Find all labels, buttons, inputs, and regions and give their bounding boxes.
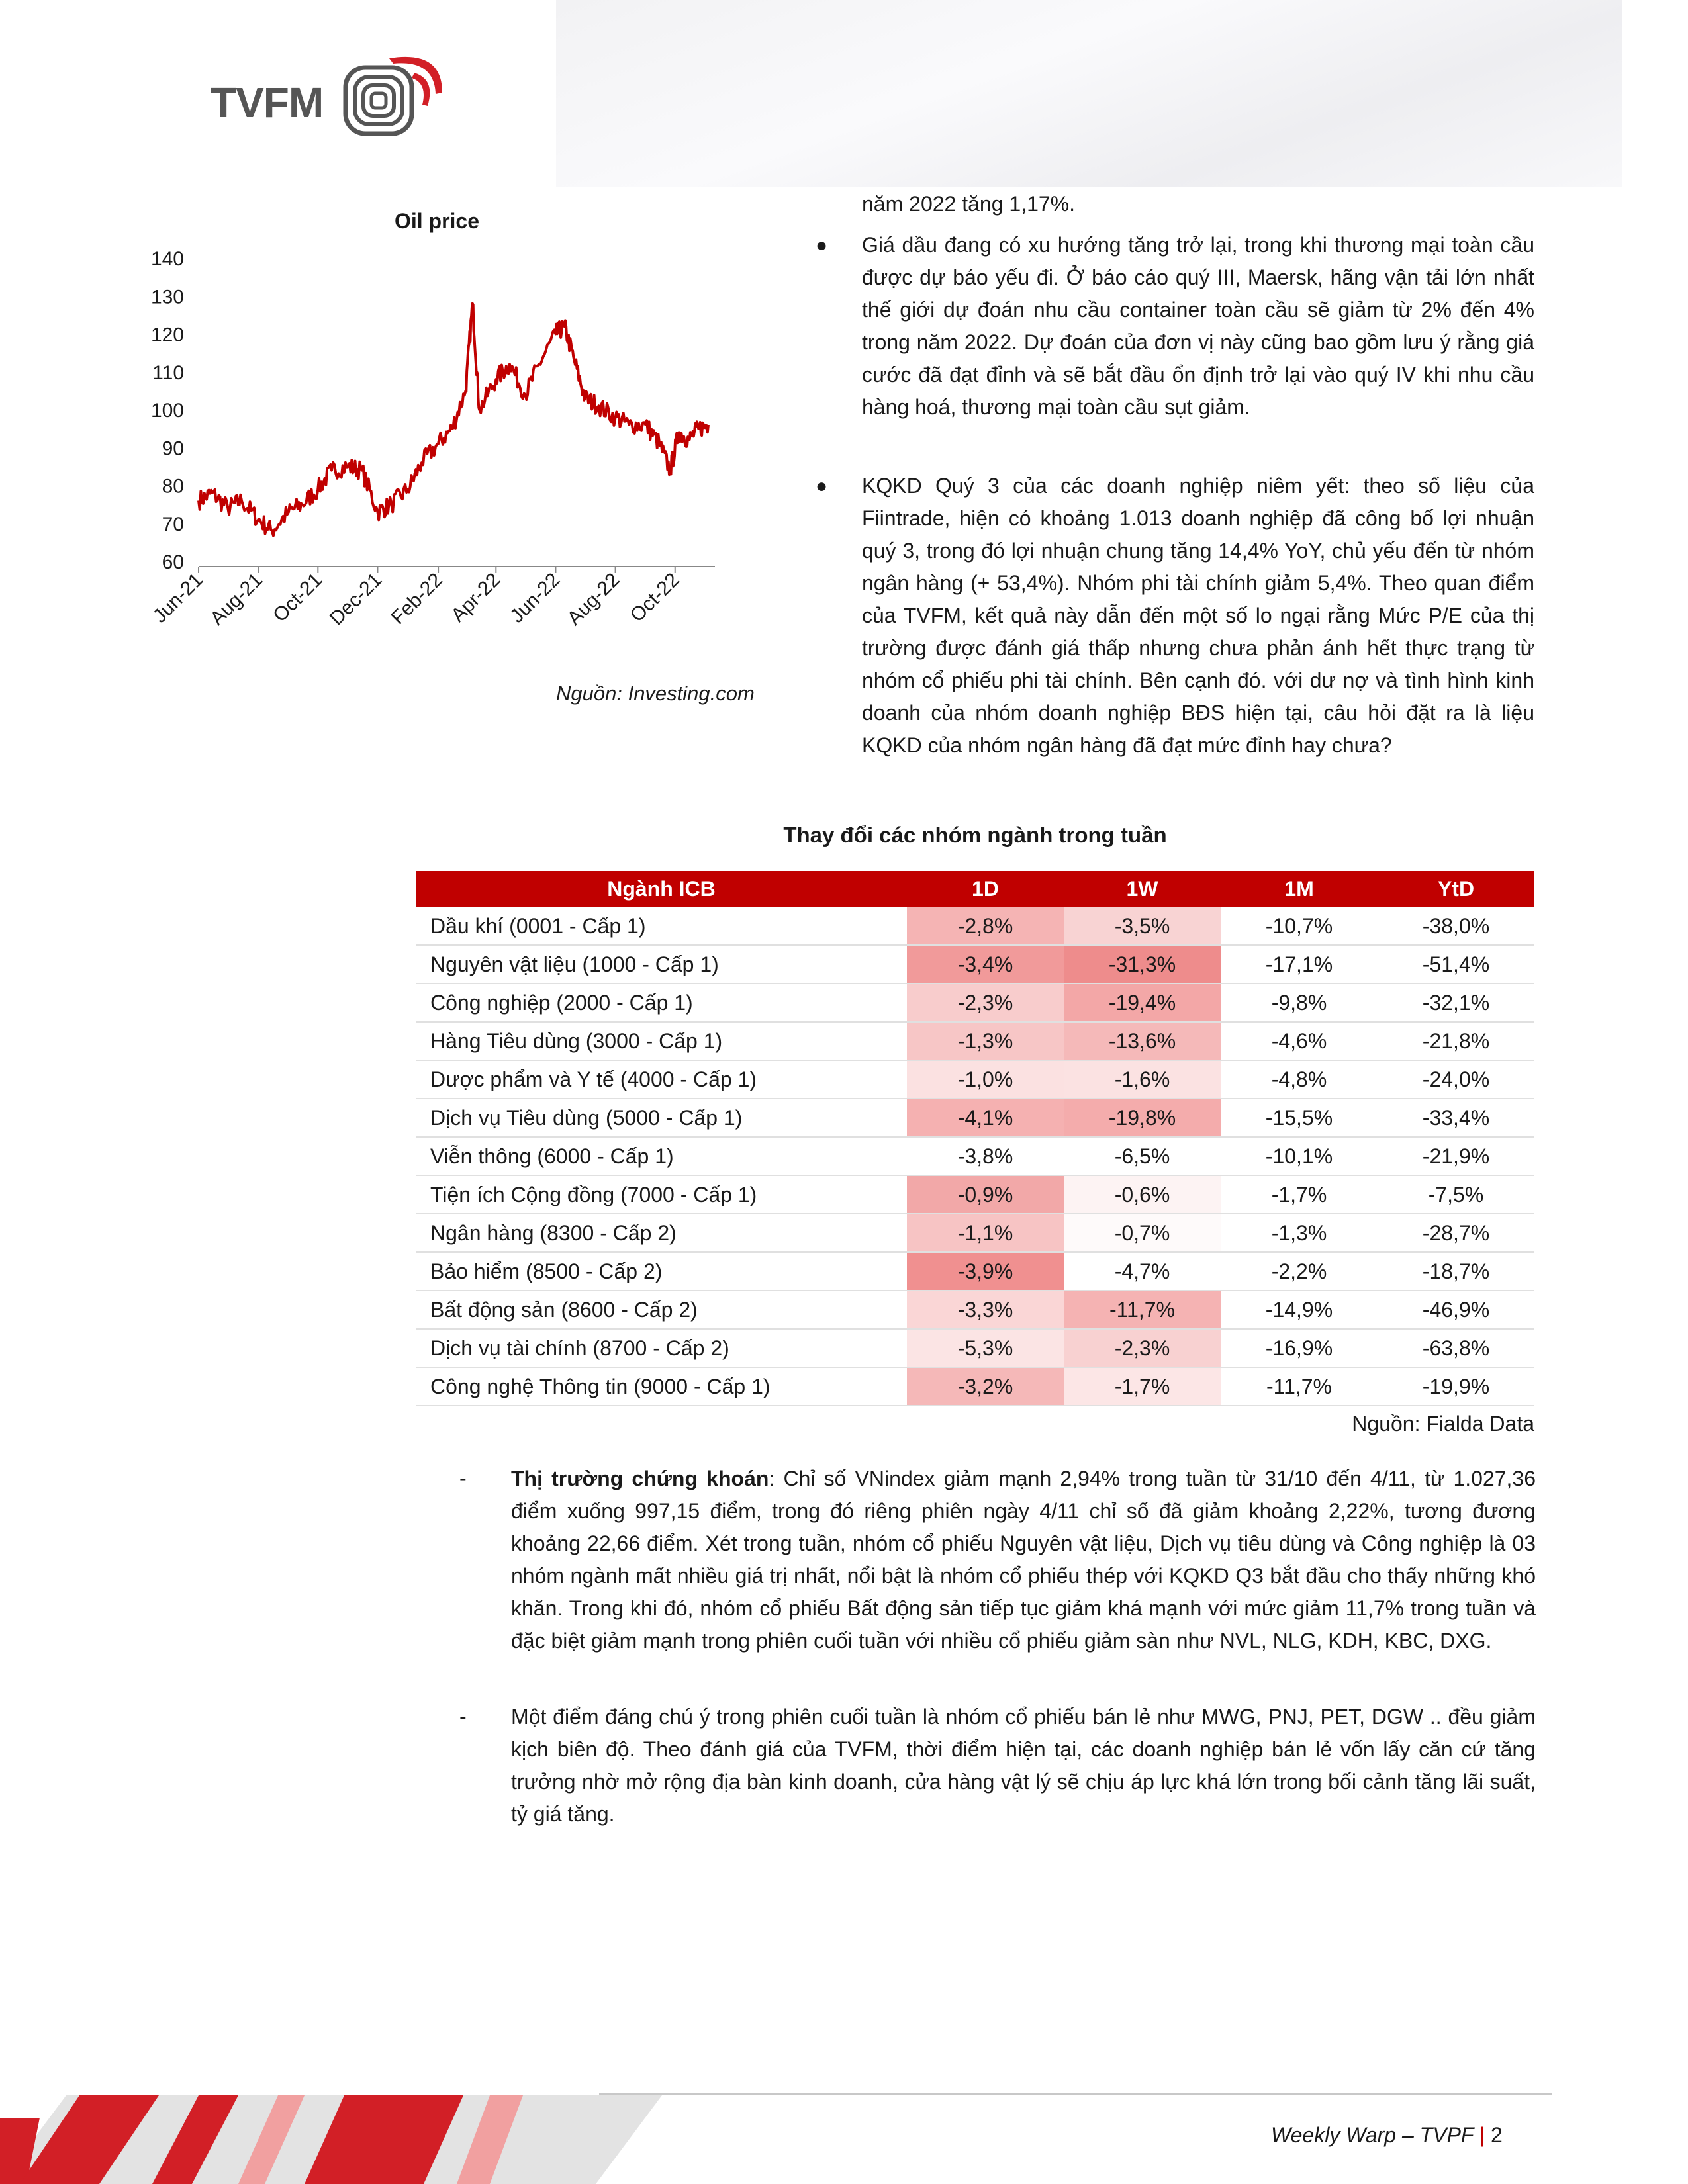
footer-decoration	[0, 2091, 662, 2184]
footer-label	[1271, 2123, 1503, 2148]
sector-name-cell: Dược phẩm và Y tế (4000 - Cấp 1)	[416, 1060, 907, 1099]
value-ytd-cell: -46,9%	[1378, 1291, 1534, 1329]
sector-name-cell: Bảo hiểm (8500 - Cấp 2)	[416, 1252, 907, 1291]
x-tick-label: Jun-22	[506, 569, 565, 627]
oil-price-chart	[126, 245, 735, 642]
dash-item-retail	[461, 1701, 1536, 1831]
value-ytd-cell: -21,8%	[1378, 1022, 1534, 1060]
sector-name-cell: Nguyên vật liệu (1000 - Cấp 1)	[416, 945, 907, 983]
col-header-ytd: YtD	[1378, 871, 1534, 907]
value-1w-cell: -13,6%	[1064, 1022, 1221, 1060]
intro-continuation: năm 2022 tăng 1,17%.	[862, 192, 1076, 216]
bullet-oil-trade	[816, 229, 1534, 424]
value-ytd-cell: -38,0%	[1378, 907, 1534, 945]
y-tick-label: 60	[162, 551, 184, 573]
table-header-row	[416, 871, 1534, 907]
x-tick-label: Dec-21	[325, 569, 387, 630]
value-1d-cell: -3,2%	[907, 1367, 1064, 1406]
value-ytd-cell: -51,4%	[1378, 945, 1534, 983]
bullet-dot: ●	[816, 475, 828, 497]
item-bold-lead: Thị trường chứng khoán	[511, 1467, 769, 1490]
x-tick-label: Apr-22	[447, 569, 505, 627]
y-tick-label: 140	[150, 248, 184, 270]
value-ytd-cell: -7,5%	[1378, 1175, 1534, 1214]
table-row	[416, 1022, 1534, 1060]
value-ytd-cell: -19,9%	[1378, 1367, 1534, 1406]
logo-mark	[343, 53, 447, 139]
table-row	[416, 1367, 1534, 1406]
sector-name-cell: Ngân hàng (8300 - Cấp 2)	[416, 1214, 907, 1252]
sector-name-cell: Bất động sản (8600 - Cấp 2)	[416, 1291, 907, 1329]
value-1w-cell: -0,6%	[1064, 1175, 1221, 1214]
y-tick-label: 90	[162, 437, 184, 460]
x-tick-label: Aug-22	[563, 569, 624, 630]
value-1m-cell: -10,1%	[1221, 1137, 1378, 1175]
table-row	[416, 1214, 1534, 1252]
y-tick-label: 100	[150, 400, 184, 422]
table-row	[416, 907, 1534, 945]
value-1d-cell: -3,4%	[907, 945, 1064, 983]
y-tick-label: 120	[150, 324, 184, 346]
value-1w-cell: -3,5%	[1064, 907, 1221, 945]
value-1d-cell: -3,9%	[907, 1252, 1064, 1291]
footer-rule	[599, 2093, 1552, 2095]
value-ytd-cell: -32,1%	[1378, 983, 1534, 1022]
value-1d-cell: -5,3%	[907, 1329, 1064, 1367]
value-1m-cell: -17,1%	[1221, 945, 1378, 983]
sector-name-cell: Tiện ích Cộng đồng (7000 - Cấp 1)	[416, 1175, 907, 1214]
table-body	[416, 907, 1534, 1406]
y-tick-label: 110	[152, 361, 184, 384]
value-1w-cell: -1,6%	[1064, 1060, 1221, 1099]
value-1d-cell: -1,3%	[907, 1022, 1064, 1060]
value-ytd-cell: -21,9%	[1378, 1137, 1534, 1175]
table-row	[416, 945, 1534, 983]
item-text: Một điểm đáng chú ý trong phiên cuối tuần là nhóm cổ phiếu bán lẻ như MWG, PNJ, PET, DGW .. đều giảm kịch biên độ. Theo đánh giá của TVFM, thời điểm hiện tại, các doanh nghiệp bán lẻ vốn lấy căn cứ tăng trưởng nhờ mở rộng địa bàn kinh doanh, cửa hàng vật lý sẽ chịu áp lực khá lớn trong bối cảnh tăng lãi suất, tỷ giá tăng.	[511, 1705, 1536, 1826]
value-ytd-cell: -28,7%	[1378, 1214, 1534, 1252]
value-1m-cell: -4,6%	[1221, 1022, 1378, 1060]
value-1m-cell: -16,9%	[1221, 1329, 1378, 1367]
table-source: Nguồn: Fialda Data	[1352, 1412, 1534, 1435]
table-row	[416, 1252, 1534, 1291]
logo-text: TVFM	[211, 79, 324, 126]
value-1w-cell: -0,7%	[1064, 1214, 1221, 1252]
bullet-text: KQKD Quý 3 của các doanh nghiệp niêm yết: theo số liệu của Fiintrade, hiện có khoảng 1.013 doanh nghiệp đã công bố lợi nhuận quý 3, trong đó lợi nhuận chung tăng 14,4% YoY, chủ yếu đến từ nhóm ngân hàng (+ 53,4%). Nhóm phi tài chính giảm 5,4%. Theo quan điểm của TVFM, kết quả này dẫn đến một số lo ngại rằng Mức P/E của thị trường được đánh giá thấp nhưng chưa phản ánh hết thực trạng từ nhóm cổ phiếu phi tài chính. Bên cạnh đó. với dư nợ và tình hình kinh doanh của nhóm doanh nghiệp BĐS hiện tại, câu hỏi đặt ra là liệu KQKD của nhóm ngân hàng đã đạt mức đỉnh hay chưa?	[862, 474, 1534, 757]
value-1w-cell: -4,7%	[1064, 1252, 1221, 1291]
page-number: 2	[1490, 2123, 1503, 2147]
report-name: Weekly Warp – TVPF	[1271, 2123, 1474, 2147]
sector-name-cell: Công nghiệp (2000 - Cấp 1)	[416, 983, 907, 1022]
sector-change-table	[416, 871, 1534, 1406]
table-row	[416, 983, 1534, 1022]
value-1m-cell: -14,9%	[1221, 1291, 1378, 1329]
value-1w-cell: -2,3%	[1064, 1329, 1221, 1367]
table-title: Thay đổi các nhóm ngành trong tuần	[783, 823, 1167, 847]
oil-price-series-line	[199, 304, 708, 536]
sector-name-cell: Dịch vụ Tiêu dùng (5000 - Cấp 1)	[416, 1099, 907, 1137]
value-1m-cell: -15,5%	[1221, 1099, 1378, 1137]
col-header-1d: 1D	[907, 871, 1064, 907]
value-1d-cell: -0,9%	[907, 1175, 1064, 1214]
table-row	[416, 1060, 1534, 1099]
table-row	[416, 1137, 1534, 1175]
value-1d-cell: -1,0%	[907, 1060, 1064, 1099]
value-1w-cell: -19,4%	[1064, 983, 1221, 1022]
sector-name-cell: Công nghệ Thông tin (9000 - Cấp 1)	[416, 1367, 907, 1406]
footer-separator: |	[1479, 2123, 1485, 2147]
dash-marker: -	[459, 1467, 467, 1490]
x-tick-label: Aug-21	[206, 569, 267, 630]
col-header-1m: 1M	[1221, 871, 1378, 907]
value-ytd-cell: -33,4%	[1378, 1099, 1534, 1137]
table-row	[416, 1291, 1534, 1329]
value-1m-cell: -11,7%	[1221, 1367, 1378, 1406]
table-row	[416, 1099, 1534, 1137]
sector-name-cell: Dịch vụ tài chính (8700 - Cấp 2)	[416, 1329, 907, 1367]
item-text: : Chỉ số VNindex giảm mạnh 2,94% trong tuần từ 31/10 đến 4/11, từ 1.027,36 điểm xuống 997,15 điểm, trong đó riêng phiên ngày 4/11 chỉ số đã giảm khoảng 2,22%, tương đương khoảng 22,66 điểm. Xét trong tuần, nhóm cổ phiếu Nguyên vật liệu, Dịch vụ tiêu dùng và Công nghiệp là 03 nhóm ngành mất nhiều giá trị nhất, nổi bật là nhóm cổ phiếu thép với KQKD Q3 bắt đầu cho thấy những khó khăn. Trong khi đó, nhóm cổ phiếu Bất động sản tiếp tục giảm khá mạnh với mức giảm 11,7% trong tuần và đặc biệt giảm mạnh trong phiên cuối tuần với nhiều cổ phiếu giảm sàn như NVL, NLG, KDH, KBC, DXG.	[511, 1467, 1536, 1653]
x-tick-label: Feb-22	[387, 569, 447, 629]
value-1d-cell: -2,3%	[907, 983, 1064, 1022]
x-tick-label: Oct-22	[626, 569, 684, 627]
x-tick-label: Oct-21	[269, 569, 327, 627]
dash-marker: -	[459, 1705, 467, 1729]
header-background	[556, 0, 1622, 187]
sector-name-cell: Viễn thông (6000 - Cấp 1)	[416, 1137, 907, 1175]
value-1w-cell: -6,5%	[1064, 1137, 1221, 1175]
y-tick-label: 70	[162, 513, 184, 535]
value-1m-cell: -9,8%	[1221, 983, 1378, 1022]
value-1m-cell: -1,7%	[1221, 1175, 1378, 1214]
chart-source: Nguồn: Investing.com	[556, 682, 755, 705]
x-tick-label: Jun-21	[148, 569, 207, 627]
value-1d-cell: -3,8%	[907, 1137, 1064, 1175]
y-tick-label: 80	[162, 475, 184, 498]
table-row	[416, 1329, 1534, 1367]
value-1d-cell: -2,8%	[907, 907, 1064, 945]
value-1m-cell: -2,2%	[1221, 1252, 1378, 1291]
value-1m-cell: -10,7%	[1221, 907, 1378, 945]
value-1w-cell: -11,7%	[1064, 1291, 1221, 1329]
value-1w-cell: -31,3%	[1064, 945, 1221, 983]
chart-title: Oil price	[394, 209, 480, 233]
value-1d-cell: -4,1%	[907, 1099, 1064, 1137]
bullet-text: Giá dầu đang có xu hướng tăng trở lại, trong khi thương mại toàn cầu được dự báo yếu đi. Ở báo cáo quý III, Maersk, hãng vận tải lớn nhất thế giới dự đoán nhu cầu container toàn cầu sẽ giảm từ 2% đến 4% trong năm 2022. Dự đoán của đơn vị này cũng bao gồm lưu ý rằng giá cước đã đạt đỉnh và sẽ bắt đầu ổn định trở lại vào quý IV khi nhu cầu hàng hoá, thương mại toàn cầu sụt giảm.	[862, 233, 1534, 419]
value-ytd-cell: -24,0%	[1378, 1060, 1534, 1099]
value-ytd-cell: -63,8%	[1378, 1329, 1534, 1367]
value-ytd-cell: -18,7%	[1378, 1252, 1534, 1291]
sector-name-cell: Dầu khí (0001 - Cấp 1)	[416, 907, 907, 945]
value-1d-cell: -1,1%	[907, 1214, 1064, 1252]
value-1w-cell: -19,8%	[1064, 1099, 1221, 1137]
sector-name-cell: Hàng Tiêu dùng (3000 - Cấp 1)	[416, 1022, 907, 1060]
value-1m-cell: -4,8%	[1221, 1060, 1378, 1099]
value-1m-cell: -1,3%	[1221, 1214, 1378, 1252]
col-header-1w: 1W	[1064, 871, 1221, 907]
value-1d-cell: -3,3%	[907, 1291, 1064, 1329]
col-header-sector: Ngành ICB	[416, 871, 907, 907]
bullet-q3-results	[816, 470, 1534, 762]
bullet-dot: ●	[816, 234, 828, 256]
y-tick-label: 130	[150, 286, 184, 308]
value-1w-cell: -1,7%	[1064, 1367, 1221, 1406]
dash-item-stock-market	[461, 1463, 1536, 1657]
table-row	[416, 1175, 1534, 1214]
